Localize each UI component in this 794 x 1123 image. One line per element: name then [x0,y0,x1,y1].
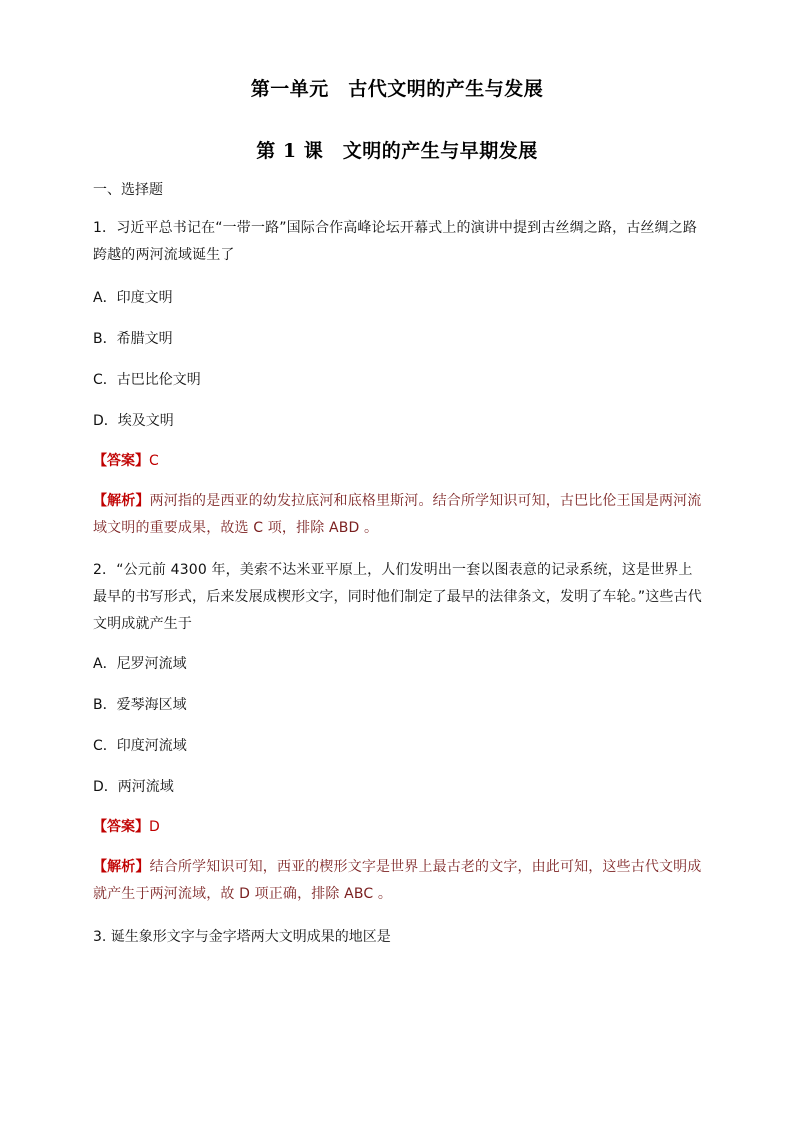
explanation-tag: 【解析】 [93,493,150,509]
answer-value: D [149,819,160,835]
question-2-option-c: C．印度河流域 [93,738,187,754]
explanation-tag: 【解析】 [93,859,150,875]
section-heading: 一、选择题 [93,182,163,198]
question-2-option-a: A．尼罗河流域 [93,656,187,672]
explanation-text: 两河指的是西亚的幼发拉底河和底格里斯河。结合所学知识可知，古巴比伦王国是两河流域文明的重要成果，故选 C 项，排除 ABD 。 [93,493,702,536]
answer-tag: 【答案】 [93,453,149,469]
question-2-option-b: B．爱琴海区域 [93,697,187,713]
question-3-stem: 3. 诞生象形文字与金字塔两大文明成果的地区是 [93,929,391,945]
question-1-option-c: C．古巴比伦文明 [93,372,201,388]
question-2-option-d: D．两河流域 [93,779,174,795]
question-1-explanation [93,488,705,542]
question-2-answer [93,819,160,835]
question-2-stem: 2．“公元前 4300 年，美索不达米亚平原上，人们发明出一套以图表意的记录系统，这是世界上最早的书写形式，后来发展成楔形文字，同时他们制定了最早的法律条文，发明了车轮。”这些古代文明成就产生于 [93,562,702,632]
answer-tag: 【答案】 [93,819,149,835]
question-1-stem: 1．习近平总书记在“一带一路”国际合作高峰论坛开幕式上的演讲中提到古丝绸之路，古丝绸之路跨越的两河流域诞生了 [93,220,698,263]
explanation-text: 结合所学知识可知，西亚的楔形文字是世界上最古老的文字，由此可知，这些古代文明成就产生于两河流域，故 D 项正确，排除 ABC 。 [93,859,702,902]
question-1-option-a: A．印度文明 [93,290,173,306]
question-1-answer [93,453,159,469]
answer-value: C [149,453,159,469]
question-1-option-b: B．希腊文明 [93,331,173,347]
unit-title: 第一单元 古代文明的产生与发展 [250,78,544,100]
lesson-title: 第 1 课 文明的产生与早期发展 [256,140,538,162]
question-2-explanation [93,854,705,908]
question-1-option-d: D．埃及文明 [93,413,174,429]
